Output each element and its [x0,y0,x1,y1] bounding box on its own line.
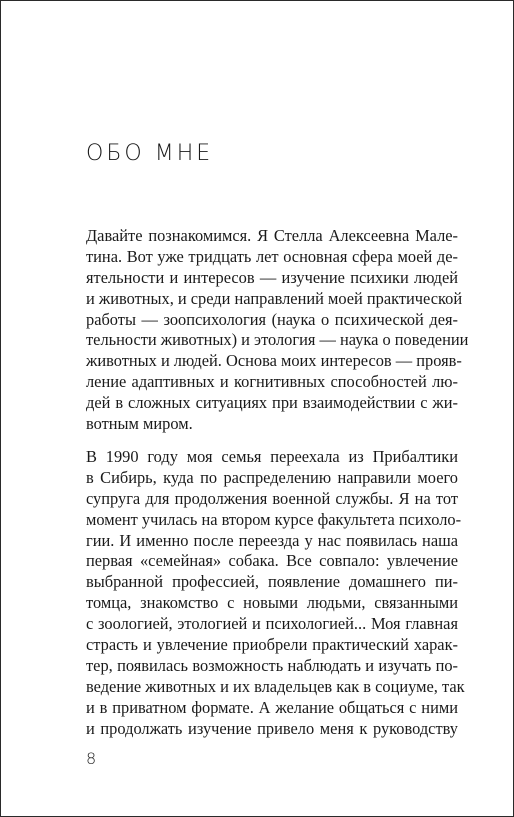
text-line: ление адаптивных и когнитивных способностей лю- [86,372,458,392]
text-line: вотным миром. [86,414,193,434]
text-line: в Сибирь, куда по распределению направили моего [86,467,458,487]
text-line: страсть и увлечение приобрели практический харак- [86,635,458,655]
text-line: тина. Вот уже тридцать лет основная сфера моей де- [86,246,458,266]
text-line: животных и людей. Основа моих интересов — прояв- [86,351,462,371]
text-line: супруга для продолжения военной службы. Я на тот [86,488,458,508]
text-line: томца, знакомство с новыми людьми, связанными [86,593,458,613]
text-line: и продолжать изучение привело меня к руководству [86,718,458,738]
text-line: тер, появилась возможность наблюдать и изучать по- [86,655,458,675]
text-line: выбранной профессией, появление домашнего пи- [86,572,458,592]
text-line: В 1990 году моя семья переехала из Прибалтики [86,447,458,466]
chapter-title: ОБО МНЕ [86,141,214,166]
text-line: первая «семейная» собака. Все совпало: увлечение [86,551,458,571]
text-line: Давайте познакомимся. Я Стелла Алексеевна Мале- [86,226,458,245]
text-line: и в приватном формате. А желание общаться с ними [86,697,458,717]
page-number: 8 [86,749,97,768]
paragraph-intro [86,226,469,435]
text-line: тельности животных) и этология — наука о поведении [86,330,469,350]
text-line: момент училась на втором курсе факультета психоло- [86,509,462,529]
text-line: дей в сложных ситуациях при взаимодействии с жи- [86,393,458,413]
text-line: ятельности и интересов — изучение психики людей [86,267,458,287]
text-line: с зоологией, этологией и психологией... Моя главная [86,614,458,634]
text-line: ведение животных и их владельцев как в социуме, так [86,676,465,696]
text-line: работы — зоопсихология (наука о психической дея- [86,309,458,329]
paragraph-history [86,447,465,739]
text-line: гии. И именно после переезда у нас появилась наша [86,530,458,550]
text-line: и животных, и среди направлений моей практической [86,288,463,308]
